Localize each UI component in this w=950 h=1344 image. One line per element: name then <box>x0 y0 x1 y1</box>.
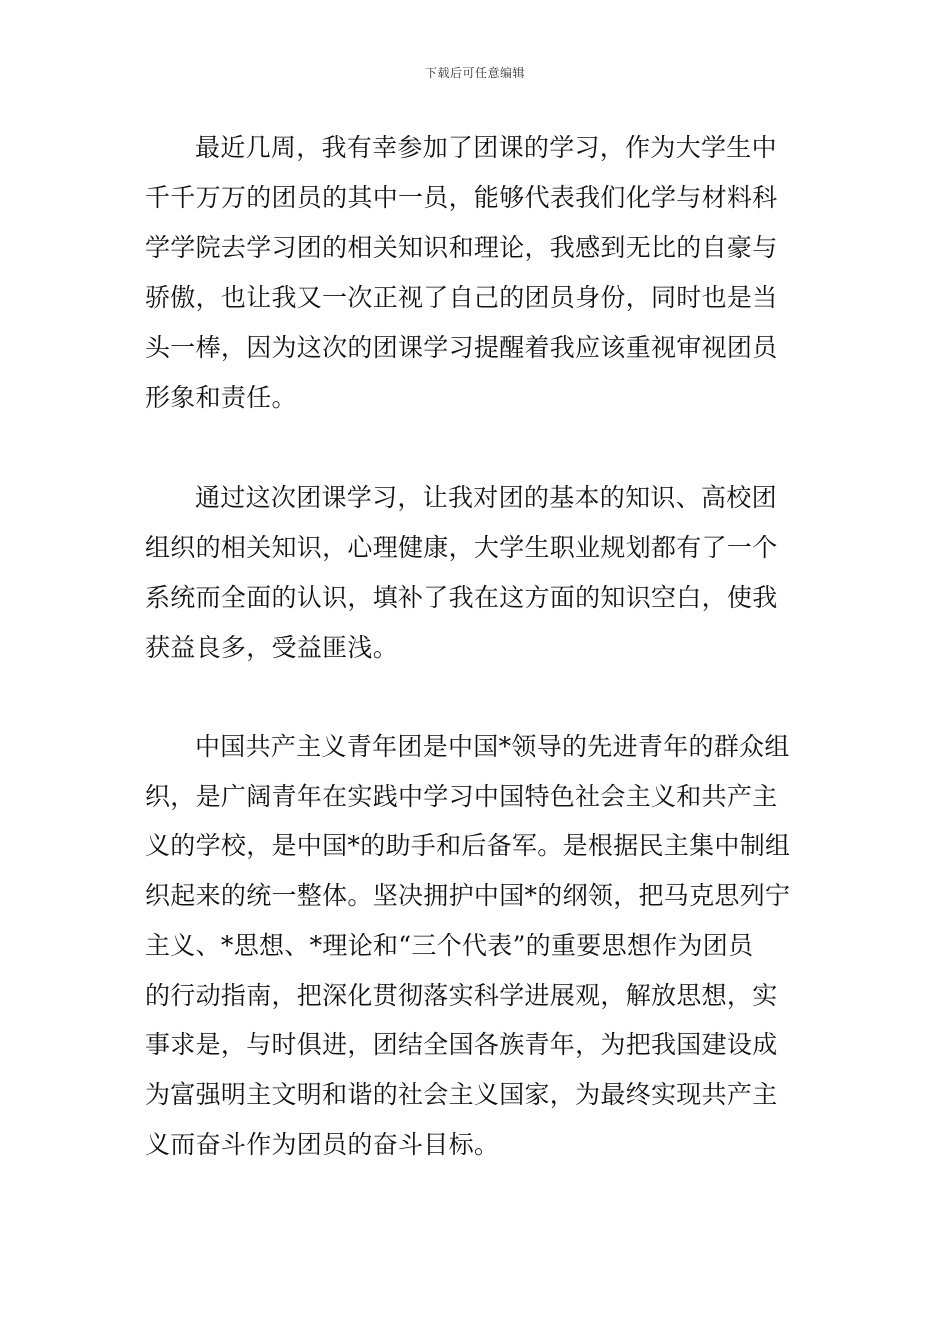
paragraph-3-line-2: 织，是广阔青年在实践中学习中国特色社会主义和共产主 <box>145 782 778 811</box>
paragraph-3-line-3: 义的学校，是中国*的助手和后备军。是根据民主集中制组 <box>145 831 791 860</box>
paragraph-2-line-3: 系统而全面的认识，填补了我在这方面的知识空白，使我 <box>145 583 778 612</box>
paragraph-3-line-9: 义而奋斗作为团员的奋斗目标。 <box>145 1130 500 1159</box>
paragraph-1-line-4: 骄傲，也让我又一次正视了自己的团员身份，同时也是当 <box>145 283 778 312</box>
paragraph-1-line-1: 最近几周，我有幸参加了团课的学习，作为大学生中 <box>195 133 777 162</box>
paragraph-1-line-6: 形象和责任。 <box>145 383 297 412</box>
paragraph-1-line-2: 千千万万的团员的其中一员，能够代表我们化学与材料科 <box>145 183 778 212</box>
paragraph-2-line-1: 通过这次团课学习，让我对团的基本的知识、高校团 <box>195 483 777 512</box>
paragraph-1-line-3: 学学院去学习团的相关知识和理论，我感到无比的自豪与 <box>145 233 778 262</box>
paragraph-3-line-1: 中国共产主义青年团是中国*领导的先进青年的群众组 <box>195 732 790 761</box>
paragraph-3-line-5: 主义、*思想、*理论和“三个代表”的重要思想作为团员 <box>145 931 754 960</box>
paragraph-1-line-5: 头一棒，因为这次的团课学习提醒着我应该重视审视团员 <box>145 333 778 362</box>
header-note: 下载后可任意编辑 <box>424 66 525 80</box>
paragraph-3-line-7: 事求是，与时俱进，团结全国各族青年，为把我国建设成 <box>145 1030 778 1059</box>
paragraph-2-line-4: 获益良多，受益匪浅。 <box>145 633 399 662</box>
paragraph-3-line-6: 的行动指南，把深化贯彻落实科学进展观，解放思想，实 <box>145 981 778 1010</box>
paragraph-3-line-4: 织起来的统一整体。坚决拥护中国*的纲领，把马克思列宁 <box>145 881 791 910</box>
paragraph-3-line-8: 为富强明主文明和谐的社会主义国家，为最终实现共产主 <box>145 1080 778 1109</box>
paragraph-2-line-2: 组织的相关知识，心理健康，大学生职业规划都有了一个 <box>145 533 778 562</box>
